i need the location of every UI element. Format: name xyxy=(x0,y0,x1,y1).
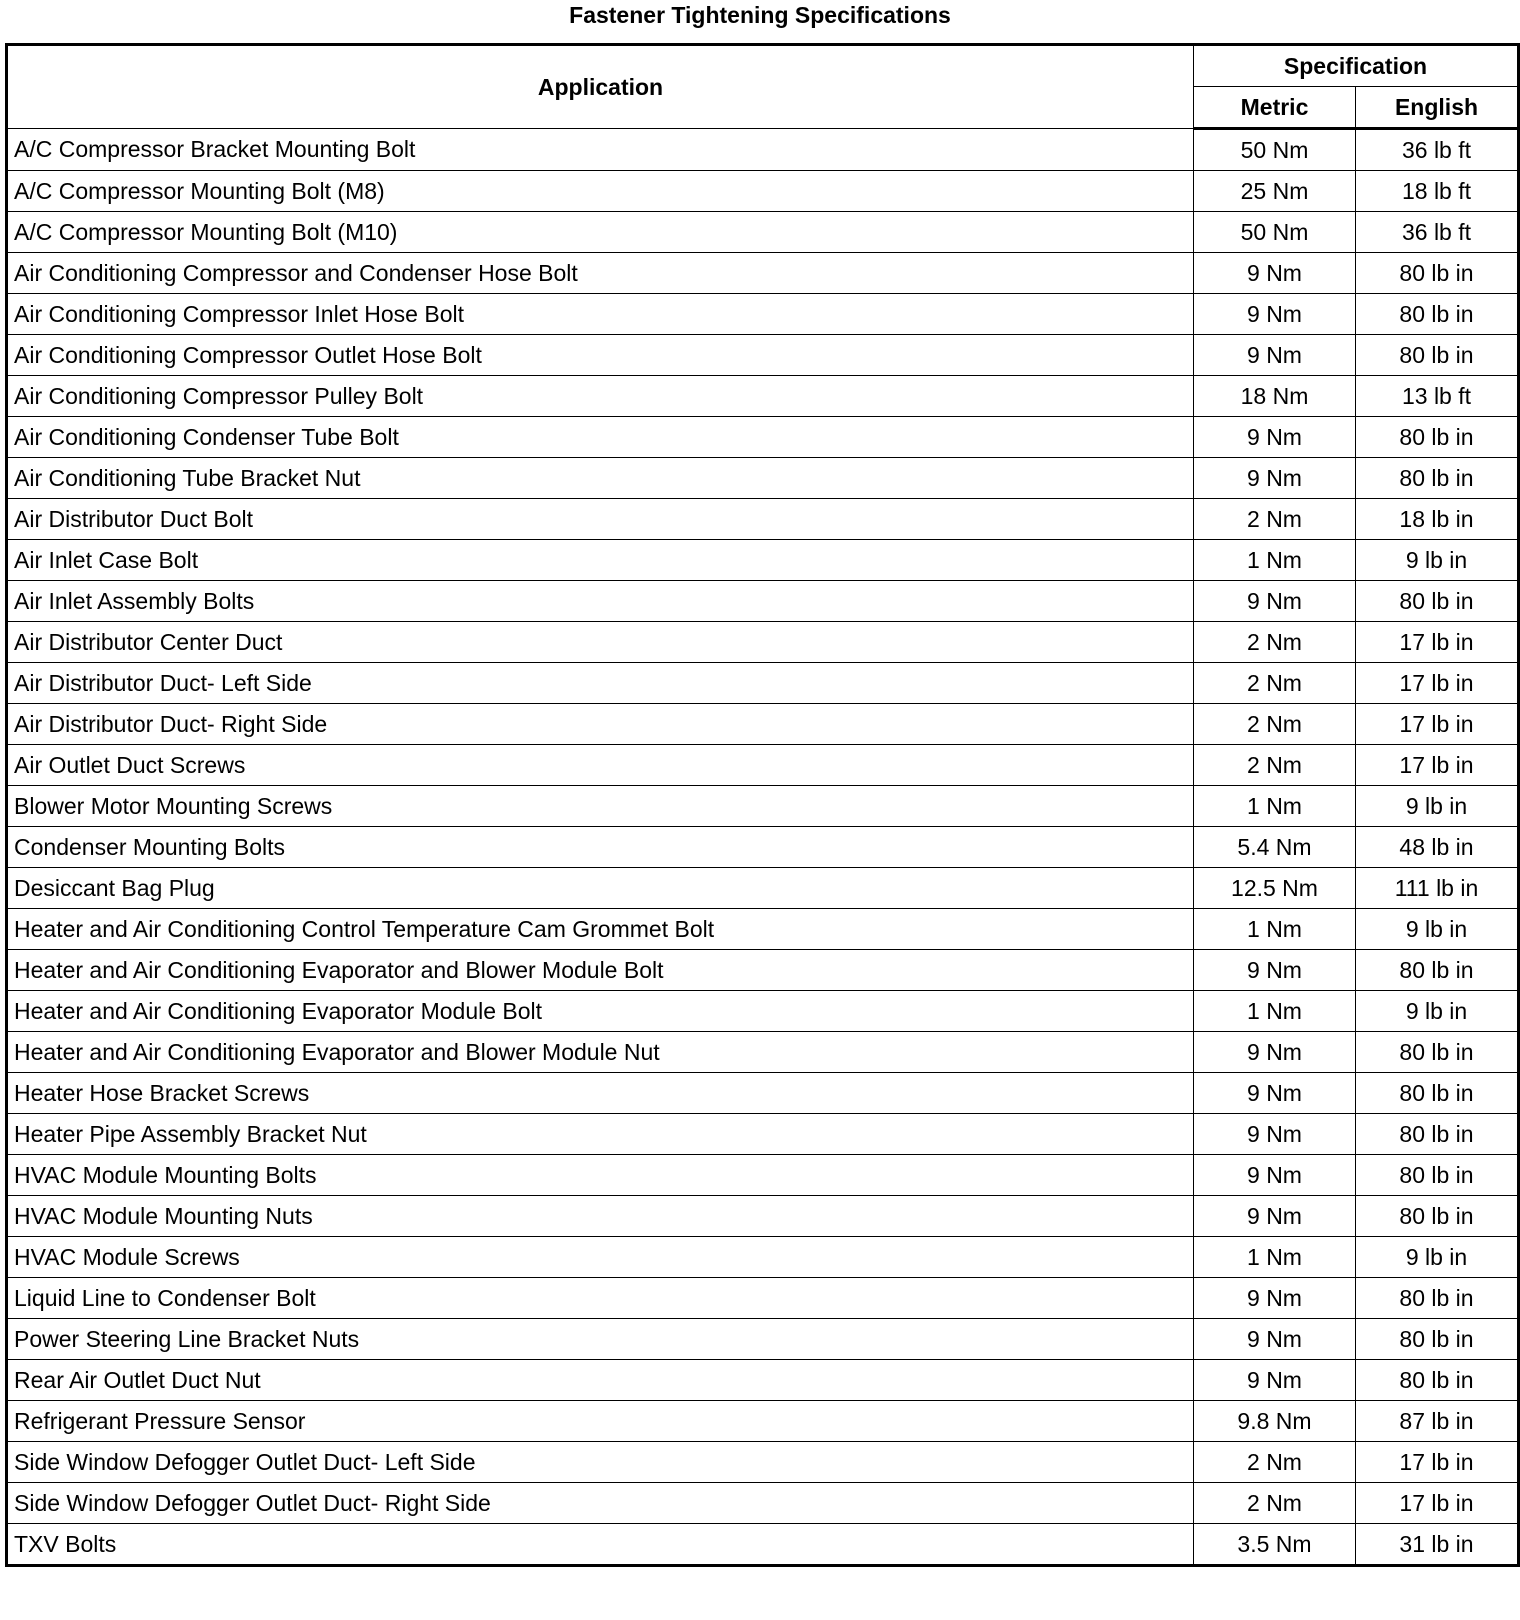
table-row xyxy=(7,745,1519,786)
table-row xyxy=(7,991,1519,1032)
cell-english: 80 lb in xyxy=(1356,1032,1519,1073)
cell-english: 80 lb in xyxy=(1356,335,1519,376)
cell-metric: 50 Nm xyxy=(1194,212,1356,253)
table-row xyxy=(7,909,1519,950)
table-row xyxy=(7,1319,1519,1360)
cell-application: Side Window Defogger Outlet Duct- Left Side xyxy=(7,1442,1194,1483)
table-row xyxy=(7,950,1519,991)
cell-metric: 1 Nm xyxy=(1194,909,1356,950)
cell-english: 9 lb in xyxy=(1356,540,1519,581)
cell-metric: 2 Nm xyxy=(1194,622,1356,663)
table-row xyxy=(7,294,1519,335)
cell-application: A/C Compressor Mounting Bolt (M8) xyxy=(7,171,1194,212)
cell-application: Air Distributor Duct- Right Side xyxy=(7,704,1194,745)
cell-application: A/C Compressor Bracket Mounting Bolt xyxy=(7,129,1194,171)
cell-english: 9 lb in xyxy=(1356,909,1519,950)
fastener-spec-table xyxy=(5,43,1520,1567)
table-row xyxy=(7,1278,1519,1319)
cell-metric: 9 Nm xyxy=(1194,1278,1356,1319)
cell-english: 80 lb in xyxy=(1356,458,1519,499)
cell-english: 80 lb in xyxy=(1356,950,1519,991)
cell-metric: 9 Nm xyxy=(1194,1196,1356,1237)
table-body xyxy=(7,129,1519,1566)
cell-metric: 9 Nm xyxy=(1194,335,1356,376)
cell-english: 17 lb in xyxy=(1356,1442,1519,1483)
cell-application: Air Conditioning Compressor Pulley Bolt xyxy=(7,376,1194,417)
cell-english: 80 lb in xyxy=(1356,1155,1519,1196)
table-row xyxy=(7,1524,1519,1566)
cell-application: Heater and Air Conditioning Evaporator and Blower Module Bolt xyxy=(7,950,1194,991)
cell-english: 9 lb in xyxy=(1356,1237,1519,1278)
cell-english: 80 lb in xyxy=(1356,1196,1519,1237)
cell-application: Heater Hose Bracket Screws xyxy=(7,1073,1194,1114)
cell-application: Air Distributor Duct Bolt xyxy=(7,499,1194,540)
cell-english: 17 lb in xyxy=(1356,745,1519,786)
cell-metric: 9 Nm xyxy=(1194,1319,1356,1360)
cell-english: 17 lb in xyxy=(1356,704,1519,745)
table-row xyxy=(7,663,1519,704)
cell-english: 48 lb in xyxy=(1356,827,1519,868)
cell-application: Air Inlet Assembly Bolts xyxy=(7,581,1194,622)
table-row xyxy=(7,1237,1519,1278)
header-specification: Specification xyxy=(1194,45,1519,87)
cell-application: Rear Air Outlet Duct Nut xyxy=(7,1360,1194,1401)
cell-metric: 1 Nm xyxy=(1194,540,1356,581)
cell-application: Air Conditioning Tube Bracket Nut xyxy=(7,458,1194,499)
cell-metric: 25 Nm xyxy=(1194,171,1356,212)
table-header xyxy=(7,45,1519,129)
table-row xyxy=(7,1073,1519,1114)
cell-metric: 1 Nm xyxy=(1194,786,1356,827)
cell-application: HVAC Module Mounting Nuts xyxy=(7,1196,1194,1237)
cell-english: 36 lb ft xyxy=(1356,129,1519,171)
table-row xyxy=(7,1442,1519,1483)
table-row xyxy=(7,1155,1519,1196)
cell-application: Air Distributor Center Duct xyxy=(7,622,1194,663)
cell-metric: 1 Nm xyxy=(1194,991,1356,1032)
cell-english: 36 lb ft xyxy=(1356,212,1519,253)
cell-metric: 9 Nm xyxy=(1194,1360,1356,1401)
cell-metric: 9 Nm xyxy=(1194,294,1356,335)
cell-application: A/C Compressor Mounting Bolt (M10) xyxy=(7,212,1194,253)
cell-english: 17 lb in xyxy=(1356,1483,1519,1524)
cell-application: Heater and Air Conditioning Control Temperature Cam Grommet Bolt xyxy=(7,909,1194,950)
cell-metric: 9 Nm xyxy=(1194,1155,1356,1196)
cell-metric: 9 Nm xyxy=(1194,417,1356,458)
cell-application: TXV Bolts xyxy=(7,1524,1194,1566)
cell-metric: 2 Nm xyxy=(1194,663,1356,704)
table-row xyxy=(7,827,1519,868)
cell-application: Desiccant Bag Plug xyxy=(7,868,1194,909)
cell-application: Heater and Air Conditioning Evaporator and Blower Module Nut xyxy=(7,1032,1194,1073)
cell-metric: 18 Nm xyxy=(1194,376,1356,417)
cell-application: Air Conditioning Compressor Inlet Hose Bolt xyxy=(7,294,1194,335)
cell-english: 13 lb ft xyxy=(1356,376,1519,417)
cell-english: 80 lb in xyxy=(1356,1360,1519,1401)
cell-application: Air Conditioning Condenser Tube Bolt xyxy=(7,417,1194,458)
table-row xyxy=(7,1032,1519,1073)
table-row xyxy=(7,458,1519,499)
cell-metric: 9 Nm xyxy=(1194,458,1356,499)
cell-english: 87 lb in xyxy=(1356,1401,1519,1442)
cell-english: 17 lb in xyxy=(1356,663,1519,704)
cell-english: 80 lb in xyxy=(1356,1278,1519,1319)
table-row xyxy=(7,786,1519,827)
cell-metric: 12.5 Nm xyxy=(1194,868,1356,909)
cell-application: Blower Motor Mounting Screws xyxy=(7,786,1194,827)
cell-metric: 5.4 Nm xyxy=(1194,827,1356,868)
cell-application: Condenser Mounting Bolts xyxy=(7,827,1194,868)
cell-application: Heater and Air Conditioning Evaporator Module Bolt xyxy=(7,991,1194,1032)
cell-metric: 9.8 Nm xyxy=(1194,1401,1356,1442)
document-title: Fastener Tightening Specifications xyxy=(569,2,951,28)
cell-application: HVAC Module Mounting Bolts xyxy=(7,1155,1194,1196)
table-row xyxy=(7,212,1519,253)
cell-application: Air Conditioning Compressor Outlet Hose Bolt xyxy=(7,335,1194,376)
cell-metric: 2 Nm xyxy=(1194,704,1356,745)
cell-english: 18 lb in xyxy=(1356,499,1519,540)
table-row xyxy=(7,335,1519,376)
cell-application: Liquid Line to Condenser Bolt xyxy=(7,1278,1194,1319)
table-row xyxy=(7,376,1519,417)
header-english: English xyxy=(1356,87,1519,129)
cell-metric: 3.5 Nm xyxy=(1194,1524,1356,1566)
cell-application: Air Outlet Duct Screws xyxy=(7,745,1194,786)
table-row xyxy=(7,540,1519,581)
cell-english: 111 lb in xyxy=(1356,868,1519,909)
cell-application: Side Window Defogger Outlet Duct- Right Side xyxy=(7,1483,1194,1524)
cell-application: HVAC Module Screws xyxy=(7,1237,1194,1278)
cell-english: 9 lb in xyxy=(1356,991,1519,1032)
table-row xyxy=(7,253,1519,294)
cell-metric: 2 Nm xyxy=(1194,1483,1356,1524)
cell-metric: 9 Nm xyxy=(1194,1032,1356,1073)
cell-english: 80 lb in xyxy=(1356,1319,1519,1360)
table-row xyxy=(7,622,1519,663)
cell-metric: 9 Nm xyxy=(1194,950,1356,991)
cell-english: 9 lb in xyxy=(1356,786,1519,827)
cell-metric: 2 Nm xyxy=(1194,1442,1356,1483)
cell-english: 17 lb in xyxy=(1356,622,1519,663)
cell-english: 80 lb in xyxy=(1356,417,1519,458)
cell-english: 31 lb in xyxy=(1356,1524,1519,1566)
cell-english: 80 lb in xyxy=(1356,1073,1519,1114)
table-row xyxy=(7,1196,1519,1237)
table-row xyxy=(7,1483,1519,1524)
table-row xyxy=(7,171,1519,212)
cell-metric: 9 Nm xyxy=(1194,1114,1356,1155)
table-row xyxy=(7,1114,1519,1155)
cell-application: Air Distributor Duct- Left Side xyxy=(7,663,1194,704)
cell-english: 80 lb in xyxy=(1356,253,1519,294)
cell-metric: 50 Nm xyxy=(1194,129,1356,171)
cell-application: Power Steering Line Bracket Nuts xyxy=(7,1319,1194,1360)
table-row xyxy=(7,1401,1519,1442)
table-row xyxy=(7,417,1519,458)
cell-english: 80 lb in xyxy=(1356,294,1519,335)
cell-metric: 2 Nm xyxy=(1194,499,1356,540)
cell-metric: 2 Nm xyxy=(1194,745,1356,786)
cell-metric: 9 Nm xyxy=(1194,253,1356,294)
header-metric: Metric xyxy=(1194,87,1356,129)
cell-english: 80 lb in xyxy=(1356,581,1519,622)
table-row xyxy=(7,704,1519,745)
table-row xyxy=(7,129,1519,171)
header-application: Application xyxy=(7,45,1194,129)
cell-english: 80 lb in xyxy=(1356,1114,1519,1155)
cell-application: Refrigerant Pressure Sensor xyxy=(7,1401,1194,1442)
table-row xyxy=(7,1360,1519,1401)
cell-application: Heater Pipe Assembly Bracket Nut xyxy=(7,1114,1194,1155)
cell-application: Air Conditioning Compressor and Condenser Hose Bolt xyxy=(7,253,1194,294)
cell-metric: 9 Nm xyxy=(1194,1073,1356,1114)
cell-application: Air Inlet Case Bolt xyxy=(7,540,1194,581)
cell-metric: 9 Nm xyxy=(1194,581,1356,622)
table-row xyxy=(7,499,1519,540)
cell-metric: 1 Nm xyxy=(1194,1237,1356,1278)
table-row xyxy=(7,581,1519,622)
cell-english: 18 lb ft xyxy=(1356,171,1519,212)
table-row xyxy=(7,868,1519,909)
